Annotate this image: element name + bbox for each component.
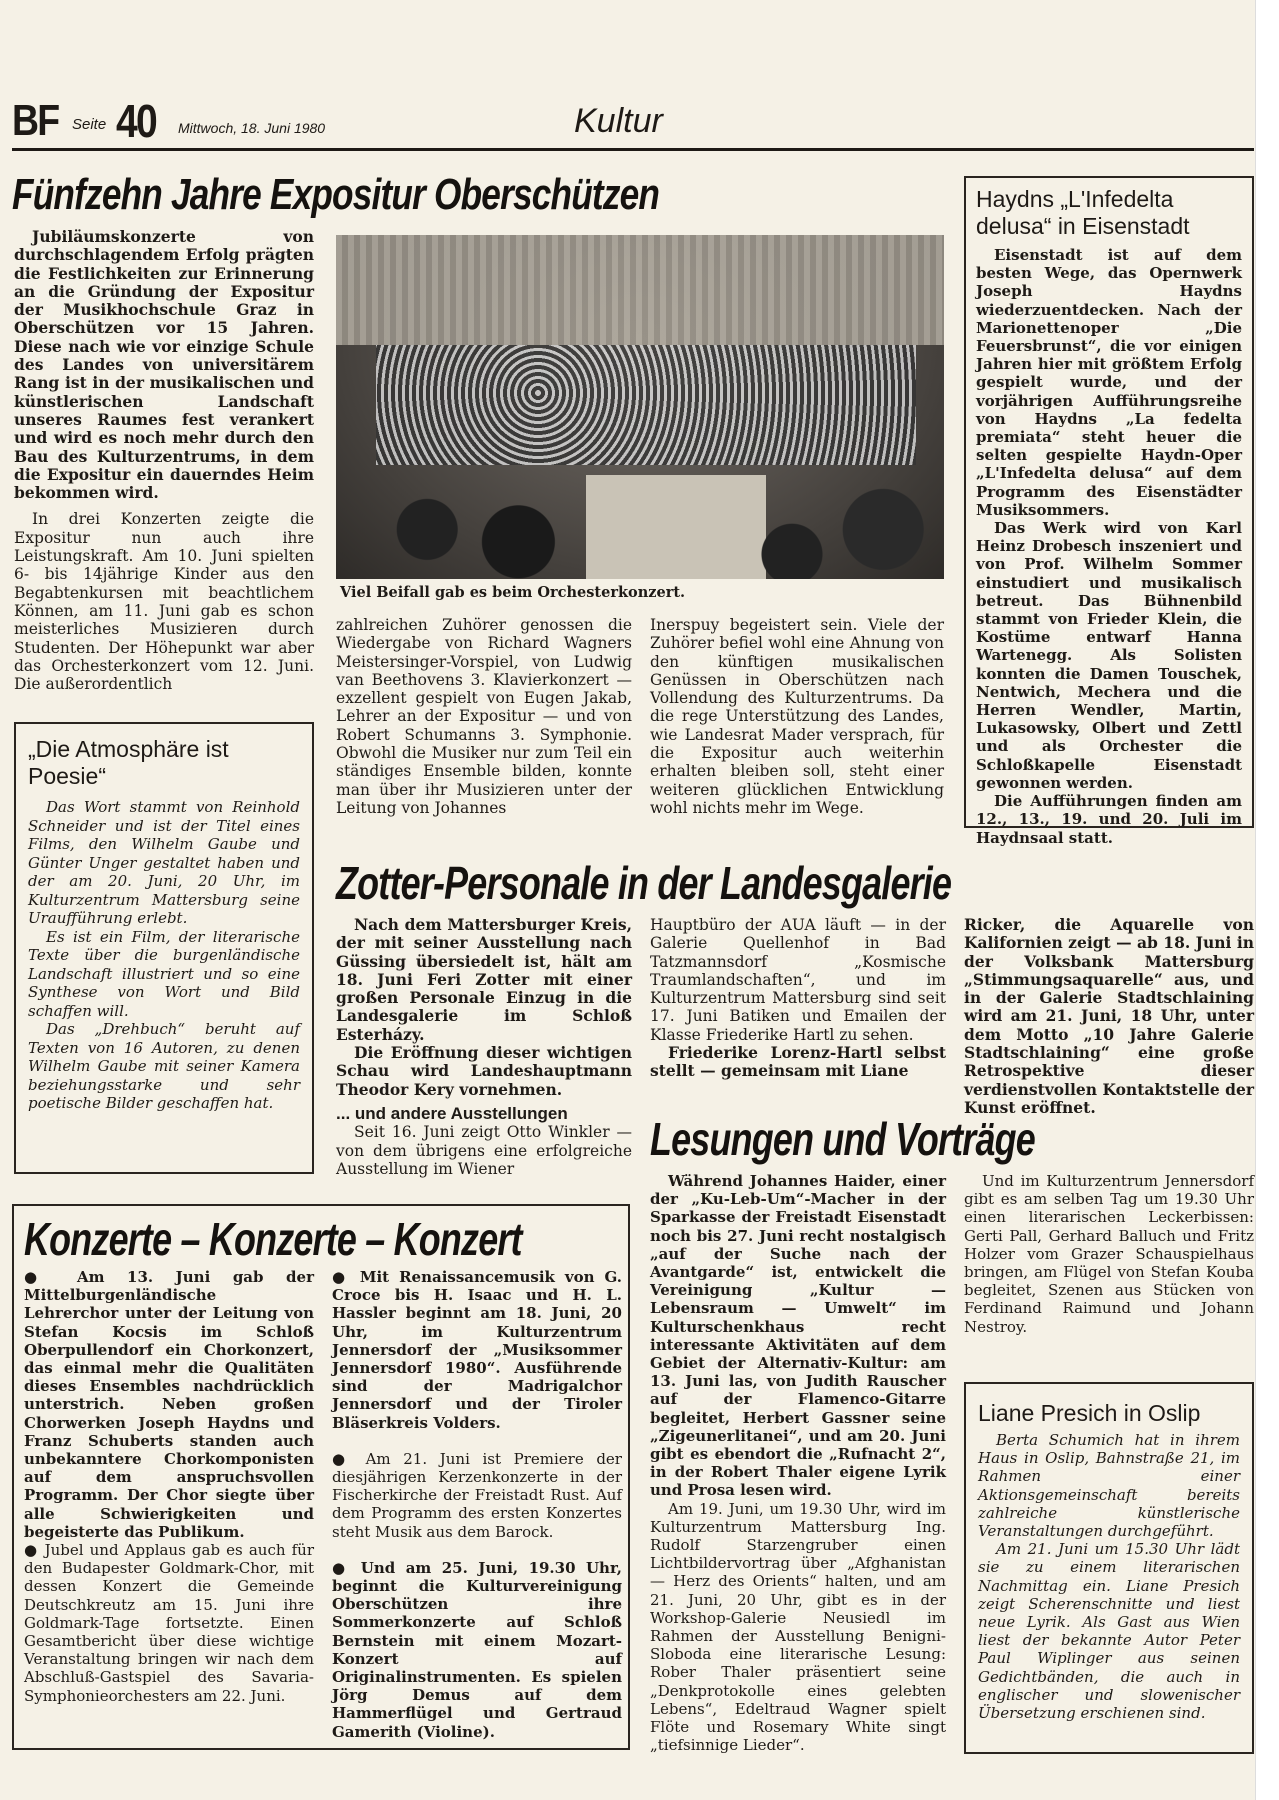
page-edge [1255, 0, 1279, 1800]
article-headline-expositur: Fünfzehn Jahre Expositur Oberschützen [12, 170, 660, 219]
zotter-paragraph: Hauptbüro der AUA läuft — in der Galerie Quellenhof in Bad Tatzmannsdorf „Kosmische Traumlandschaften“, und im Kulturzentrum Mattersburg sind seit 17. Juni Batiken und Emailen der Klasse Friederike Hartl zu sehen. [650, 916, 946, 1044]
bullet-icon: ● [24, 1268, 55, 1286]
article-expositur-col3 [650, 616, 944, 817]
poesie-paragraph: Das „Drehbuch“ beruht auf Texten von 16 Autoren, zu denen Wilhelm Gaube mit seiner Kamera beziehungsstarke und sehr poetische Bilder geschaffen hat. [28, 1020, 300, 1112]
orchestra-photo [336, 235, 944, 579]
konzerte-item: Und am 25. Juni, 19.30 Uhr, beginnt die Kulturvereinigung Oberschützen ihre Sommerkonzerte auf Schloß Bernstein mit einem Mozart-Konzert auf Originalinstrumenten. Es spielen Jörg Demus auf dem Hammerflügel und Gertraud Gamerith (Violine). [332, 1558, 623, 1741]
zotter-col2 [650, 916, 946, 1081]
zotter-subhead: ... und andere Ausstellungen [336, 1103, 568, 1123]
masthead [12, 90, 1252, 150]
haydn-box [964, 176, 1254, 847]
lesungen-col2 [964, 1172, 1254, 1336]
liane-paragraph: Berta Schumich hat in ihrem Haus in Oslip, Bahnstraße 21, im Rahmen einer Aktionsgemeinschaft bereits zahlreiche künstlerische Veranstaltungen durchgeführt. [978, 1431, 1240, 1541]
lesungen-paragraph: Während Johannes Haider, einer der „Ku-Leb-Um“-Macher in der Sparkasse der Freistadt Eisenstadt noch bis 27. Juni recht nostalgisch „auf der Suche nach der Avantgarde“ ist, entwickelt die Vereinigung „Kultur — Lebensraum — Umwelt“ im Kulturschenkhaus recht interessante Aktivitäten auf dem Gebiet der Alternativ-Kultur: am 13. Juni las, von Judith Rauscher auf der Flamenco-Gitarre begleitet, Herbert Gassner seine „Zigeunerlitanei“, und am 20. Juni gibt es ebendort die „Rufnacht 2“, in der Robert Thaler eigene Lyrik und Prosa lesen wird. [650, 1172, 946, 1500]
article-lead: Jubiläumskonzerte von durchschlagendem Erfolg prägten die Festlichkeiten zur Erinnerung an die Gründung der Expositur der Musikhochschule Graz in Oberschützen vor 15 Jahren. Diese nach wie vor einzige Schule des Landes von universitärem Rang ist in der musikalischen und künstlerischen Landschaft unseres Raumes fest verankert und wird es noch mehr durch den Bau des Kulturzentrums, in dem die Expositur ein dauerndes Heim bekommen wird. [14, 227, 314, 503]
photo-audience [336, 455, 944, 579]
liane-box [964, 1382, 1254, 1754]
zotter-paragraph: Nach dem Mattersburger Kreis, der mit seiner Ausstellung nach Güssing übersiedelt ist, hält am 18. Juni Feri Zotter mit einer großen Personale Einzug in die Landesgalerie im Schloß Esterházy. [336, 915, 632, 1044]
zotter-col3 [964, 916, 1254, 1117]
photo-orchestra [376, 345, 916, 465]
poesie-box-body [28, 798, 300, 1113]
bullet-icon: ● [24, 1541, 39, 1560]
photo-curtain [336, 235, 944, 345]
poesie-paragraph: Das Wort stammt von Reinhold Schneider und ist der Titel eines Films, den Wilhelm Gaube und Günter Unger gestaltet haben und der am 20. Juni, 20 Uhr, im Kulturzentrum Mattersburg seine Uraufführung erlebt. [28, 798, 300, 927]
haydn-box-body [976, 246, 1242, 847]
lesungen-paragraph: Und im Kulturzentrum Jennersdorf gibt es am selben Tag um 19.30 Uhr einen literarischen Leckerbissen: Gerti Pall, Gerhard Balluch und Fritz Holzer vom Grazer Schauspielhaus bringen, am Flügel von Stefan Kouba begleitet, Szenen aus Stücken von Ferdinand Raimund und Johann Nestroy. [964, 1172, 1254, 1336]
konzerte-col2 [332, 1268, 622, 1741]
haydn-paragraph: Die Aufführungen finden am 12., 13., 19. und 20. Juli im Haydnsaal statt. [976, 792, 1242, 847]
photo-caption: Viel Beifall gab es beim Orchesterkonzert. [340, 584, 686, 601]
article-headline-lesungen: Lesungen und Vorträge [650, 1113, 1035, 1165]
article-body: zahlreichen Zuhörer genossen die Wiedergabe von Richard Wagners Meistersinger-Vorspiel, von Ludwig van Beethovens 3. Klavierkonzert — exzellent gespielt von Eugen Jakab, Lehrer an der Expositur — und von Robert Schumanns 3. Symphonie. Obwohl die Musiker nur zum Teil ein ständiges Ensemble bilden, konnte man über ihr Musizieren unter der Leitung von Johannes [336, 616, 632, 817]
article-expositur-col2 [336, 616, 632, 817]
konzerte-item: Am 13. Juni gab der Mittelburgenländische Lehrerchor unter der Leitung von Stefan Kocsis im Schloß Oberpullendorf ein Chorkonzert, das einmal mehr die Qualitäten dieses Ensembles nachdrücklich unterstrich. Neben großen Chorwerken Joseph Haydns und Franz Schuberts standen auch unbekanntere Chorkomponisten auf dem anspruchsvollen Programm. Der Chor siegte über alle Schwierigkeiten und begeisterte das Publikum. [24, 1268, 314, 1541]
article-headline-zotter: Zotter-Personale in der Landesgalerie [336, 857, 952, 909]
paper-logo: BF [12, 96, 59, 145]
bullet-icon: ● [332, 1449, 353, 1468]
lesungen-col1 [650, 1172, 946, 1755]
konzerte-col1 [24, 1268, 314, 1705]
issue-date: Mittwoch, 18. Juni 1980 [178, 120, 326, 136]
masthead-rule [12, 148, 1254, 151]
article-expositur-col1 [14, 228, 314, 693]
poesie-box [14, 722, 314, 1174]
page-label: Seite [72, 116, 107, 133]
zotter-paragraph: Seit 16. Juni zeigt Otto Winkler — von dem übrigens eine erfolgreiche Ausstellung im Wiener [336, 1123, 632, 1178]
zotter-paragraph: Friederike Lorenz-Hartl selbst stellt — gemeinsam mit Liane [650, 1043, 946, 1081]
haydn-paragraph: Das Werk wird von Karl Heinz Drobesch inszeniert und von Prof. Wilhelm Sommer einstudiert und musikalisch betreut. Das Bühnenbild stammt von Frieder Klein, die Kostüme entwarf Hanna Wartenegg. Als Solisten konnten die Damen Touschek, Nentwich, Mechera und die Herren Wendler, Martin, Lukasowsky, Olbert und Zettl und als Orchester die Schloßkapelle Eisenstadt gewonnen werden. [976, 519, 1242, 792]
konzerte-item: Am 21. Juni ist Premiere der diesjährigen Kerzenkonzerte in der Fischerkirche der Freistadt Rust. Auf dem Programm des ersten Konzertes steht Musik aus dem Barock. [332, 1449, 622, 1541]
konzerte-item: Jubel und Applaus gab es auch für den Budapester Goldmark-Chor, mit dessen Konzert die Gemeinde Deutschkreutz am 15. Juni ihre Goldmark-Tage fortsetzte. Einen Gesamtbericht über diese wichtige Veranstaltung bringen wir nach dem Abschluß-Gastspiel des Savaria-Symphonieorchesters am 22. Juni. [24, 1541, 314, 1705]
page-number: 40 [116, 95, 157, 147]
konzerte-box [12, 1204, 630, 1750]
bullet-icon: ● [332, 1558, 351, 1577]
haydn-paragraph: Eisenstadt ist auf dem besten Wege, das Opernwerk Joseph Haydns wiederzuentdecken. Nach der Marionettenoper „Die Feuersbrunst“, die vor einigen Jahren hier mit größtem Erfolg gespielt wurde, und der vorjährigen Aufführungsreihe von Haydns „La fedelta premiata“ steht heuer die selten gespielte Haydn-Oper „L'Infedelta delusa“ auf dem Programm des Eisenstädter Musiksommers. [976, 246, 1242, 519]
zotter-paragraph: Ricker, die Aquarelle von Kalifornien zeigt — ab 18. Juni in der Volksbank Mattersburg „Stimmungsaquarelle“ aus, und in der Galerie Stadtschlaining wird am 21. Juni, 18 Uhr, unter dem Motto „10 Jahre Galerie Stadtschlaining“ eine große Retrospektive dieser verdienstvollen Kontaktstelle der Kunst eröffnet. [964, 915, 1254, 1117]
bullet-icon: ● [332, 1268, 350, 1286]
lesungen-paragraph: Am 19. Juni, um 19.30 Uhr, wird im Kulturzentrum Mattersburg Ing. Rudolf Starzengruber einen Lichtbildervortrag über „Afghanistan — Herz des Orients“ halten, und am 21. Juni, 20 Uhr, gibt es in der Workshop-Galerie Neusiedl im Rahmen der Ausstellung Benigni-Sloboda eine literarische Lesung: Rober Thaler präsentiert seine „Denkprotokolle eines gelebten Lebens“, Edeltraud Wagner spielt Flöte und Rosemary White singt „tiefsinnige Lieder“. [650, 1499, 946, 1755]
poesie-paragraph: Es ist ein Film, der literarische Texte über die burgenländische Landschaft illustriert und so eine Synthese von Wort und Bild schaffen will. [28, 927, 300, 1020]
article-body: Inerspuy begeistert sein. Viele der Zuhörer befiel wohl eine Ahnung von den künftigen musikalischen Genüssen in Oberschützen nach Vollendung des Kulturzentrums. Da die rege Unterstützung des Landes, wie Landesrat Mader versprach, für die Expositur auch weiterhin erhalten bleiben soll, steht einer weiteren glücklichen Entwicklung wohl nichts mehr im Wege. [650, 616, 944, 817]
konzerte-item: Mit Renaissancemusik von G. Croce bis H. Isaac und H. L. Hassler beginnt am 18. Juni, 20 Uhr, im Kulturzentrum Jennersdorf der „Musiksommer Jennersdorf 1980“. Ausführende sind der Madrigalchor Jennersdorf und der Tiroler Bläserkreis Volders. [332, 1268, 623, 1432]
zotter-col1 [336, 916, 632, 1178]
liane-box-title: Liane Presich in Oslip [978, 1400, 1201, 1426]
zotter-paragraph: Die Eröffnung dieser wichtigen Schau wird Landeshauptmann Theodor Kery vornehmen. [336, 1043, 632, 1099]
section-title: Kultur [574, 102, 663, 140]
liane-box-body [978, 1431, 1240, 1722]
article-body: In drei Konzerten zeigte die Expositur nun auch ihre Leistungskraft. Am 10. Juni spielten 6- bis 14jährige Kinder aus den Begabtenkursen mit beachtlichem Können, am 11. Juni gab es schon meisterliches Musizieren durch Studenten. Der Höhepunkt war aber das Orchesterkonzert vom 12. Juni. Die außerordentlich [14, 510, 314, 694]
haydn-box-title: Haydns „L'Infedelta delusa“ in Eisenstadt [976, 186, 1190, 239]
liane-paragraph: Am 21. Juni um 15.30 Uhr lädt sie zu einem literarischen Nachmittag ein. Liane Presich zeigt Scherenschnitte und liest neue Lyrik. Als Gast aus Wien liest der bekannte Autor Peter Paul Wiplinger aus seinen Gedichtbänden, die auch in englischer und slowenischer Übersetzung erschienen sind. [978, 1540, 1240, 1723]
konzerte-headline: Konzerte – Konzerte – Konzert [24, 1213, 522, 1265]
poesie-box-title: „Die Atmosphäre ist Poesie“ [28, 736, 229, 789]
